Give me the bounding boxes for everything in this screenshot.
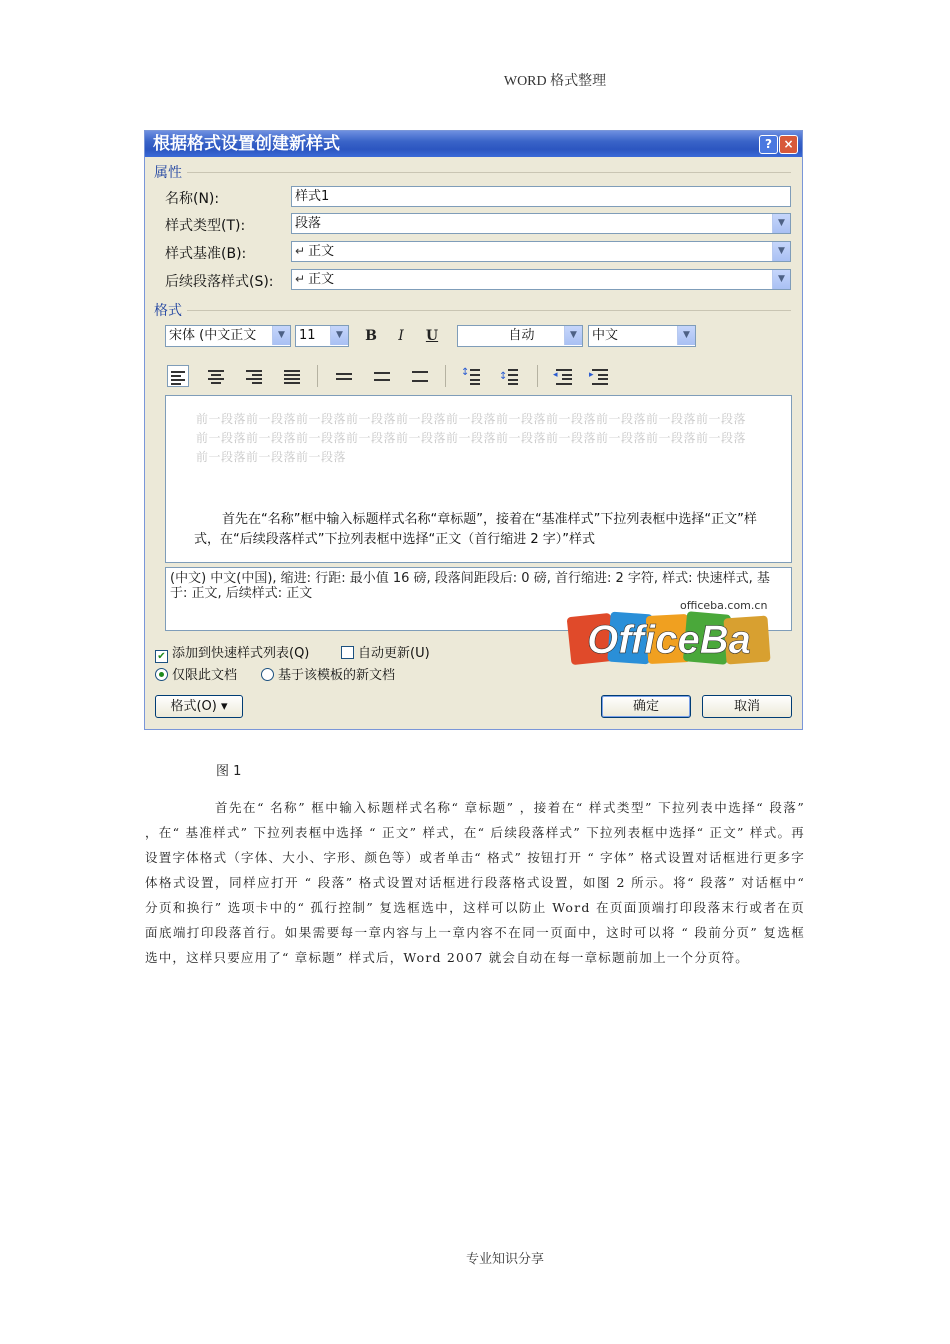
new-template-documents-label: 基于该模板的新文档 [278,668,396,683]
radio-selected-icon [155,668,168,681]
chevron-down-icon: ▼ [330,326,348,345]
next-select[interactable] [291,269,791,290]
format-group-label: 格式 [154,303,182,319]
new-template-documents-radio[interactable] [261,664,395,683]
dialog-title: 根据格式设置创建新样式 [153,134,340,154]
base-value: 正文 [308,244,335,259]
help-icon[interactable]: ? [759,135,778,154]
color-value: 自动 [508,328,535,343]
align-left-button[interactable] [167,365,189,387]
size-value: 11 [299,328,316,343]
type-select[interactable] [291,213,791,234]
space-before-button[interactable]: ↕ [461,365,483,387]
style-preview [165,395,792,563]
font-select[interactable] [165,325,291,347]
officeba-logo [565,609,775,669]
chevron-down-icon: ▼ [772,214,790,233]
auto-update-label: 自动更新(U) [358,646,430,661]
properties-divider [187,172,791,173]
preview-sample-text: 首先在“名称”框中输入标题样式名称“章标题”，接着在“基准样式”下拉列表框中选择“正文”样式，在“后续段落样式”下拉列表框中选择“正文（首行缩进 2 字）”样式 [194,512,757,547]
space-after-button[interactable]: ↕ [499,365,521,387]
page-footer: 专业知识分享 [465,1251,544,1266]
type-label: 样式类型(T): [165,218,246,234]
chevron-down-icon: ▼ [564,326,582,345]
checkbox-unchecked-icon [341,646,354,659]
chevron-down-icon: ▼ [772,242,790,261]
checkbox-checked-icon: ✔ [155,650,168,663]
toolbar-separator [317,365,318,387]
double-spacing-button[interactable] [409,365,431,387]
paragraph-icon: ↵ [295,272,306,286]
align-right-button[interactable] [243,365,265,387]
format-divider [187,310,791,311]
logo-url: officeba.com.cn [680,599,768,612]
color-select[interactable] [457,325,583,347]
toolbar-separator [537,365,538,387]
chevron-down-icon: ▼ [272,326,290,345]
underline-button[interactable]: U [425,328,439,344]
bold-button[interactable]: B [365,328,377,344]
format-button[interactable]: 格式(O) ▾ [155,695,243,718]
dialog-titlebar[interactable] [145,131,802,157]
next-label: 后续段落样式(S): [165,274,274,290]
type-value: 段落 [295,216,322,231]
name-input[interactable] [291,186,791,207]
chevron-down-icon: ▼ [772,270,790,289]
align-center-button[interactable] [205,365,227,387]
font-value: 宋体 (中文正文 [169,328,257,343]
name-label: 名称(N): [165,191,220,207]
preview-previous-paragraph: 前一段落前一段落前一段落前一段落前一段落前一段落前一段落前一段落前一段落前一段落前一段落前一段落前一段落前一段落前一段落前一段落前一段落前一段落前一段落前一段落前一段落前一段落前一段落前一段落前一段落 [196,412,747,464]
new-style-dialog [144,130,803,730]
decrease-indent-button[interactable]: ◂ [553,365,575,387]
increase-indent-button[interactable]: ▸ [589,365,611,387]
next-value: 正文 [308,272,335,287]
justify-button[interactable] [281,365,303,387]
properties-group-label: 属性 [154,165,182,181]
chevron-down-icon: ▼ [677,326,695,345]
cancel-button[interactable]: 取消 [702,695,792,718]
paragraph-toolbar [165,365,625,387]
one-half-spacing-button[interactable] [371,365,393,387]
add-quick-style-label: 添加到快速样式列表(Q) [172,646,310,661]
single-spacing-button[interactable] [333,365,355,387]
name-value: 样式1 [295,189,330,204]
only-this-document-label: 仅限此文档 [172,668,238,683]
auto-update-checkbox[interactable] [341,642,430,661]
base-select[interactable] [291,241,791,262]
toolbar-separator [445,365,446,387]
ok-button[interactable]: 确定 [601,695,691,718]
logo-text: OfficeBa [587,618,751,662]
add-quick-style-checkbox[interactable] [155,642,309,663]
italic-button[interactable]: I [398,328,404,344]
size-select[interactable] [295,325,349,347]
figure-caption: 图 1 [216,764,242,779]
radio-unselected-icon [261,668,274,681]
only-this-document-radio[interactable] [155,664,237,683]
style-description-text: (中文) 中文(中国), 缩进: 行距: 最小值 16 磅, 段落间距段后: 0 磅, 首行缩进: 2 字符, 样式: 快速样式, 基于: 正文, 后续样式: 正文 [170,571,770,601]
close-icon[interactable]: × [779,135,798,154]
paragraph-icon: ↵ [295,244,306,258]
page-header: WORD 格式整理 [503,74,607,89]
base-label: 样式基准(B): [165,246,247,262]
body-paragraph: 首先在“ 名称” 框中输入标题样式名称“ 章标题” ，接着在“ 样式类型” 下拉列表中选择“ 段落” ，在“ 基准样式” 下拉列表框中选择 “ 正文” 样式，在“ 后续段落样式” 下拉列表框中选择“ 正文” 样式。再设置字体格式（字体、大小、字形、颜色等）或者单击“ 格式” 按钮打开 “ 字体” 格式设置对话框进行更多字体格式设置，同样应打开 “ 段落” 格式设置对话框进行段落格式设置，如图 2 所示。将“ 段落” 对话框中“ 分页和换行” 选项卡中的“ 孤行控制” 复选框选中，这样可以防止 Word 在页面顶端打印段落末行或者在页面底端打印段落首行。如果需要每一章内容与上一章内容不在同一页面中，这时可以将 “ 段前分页” 复选框选中，这样只要应用了“ 章标题” 样式后，Word 2007 就会自动在每一章标题前加上一个分页符。 [145,800,805,965]
language-select[interactable] [588,325,696,347]
language-value: 中文 [592,328,619,343]
